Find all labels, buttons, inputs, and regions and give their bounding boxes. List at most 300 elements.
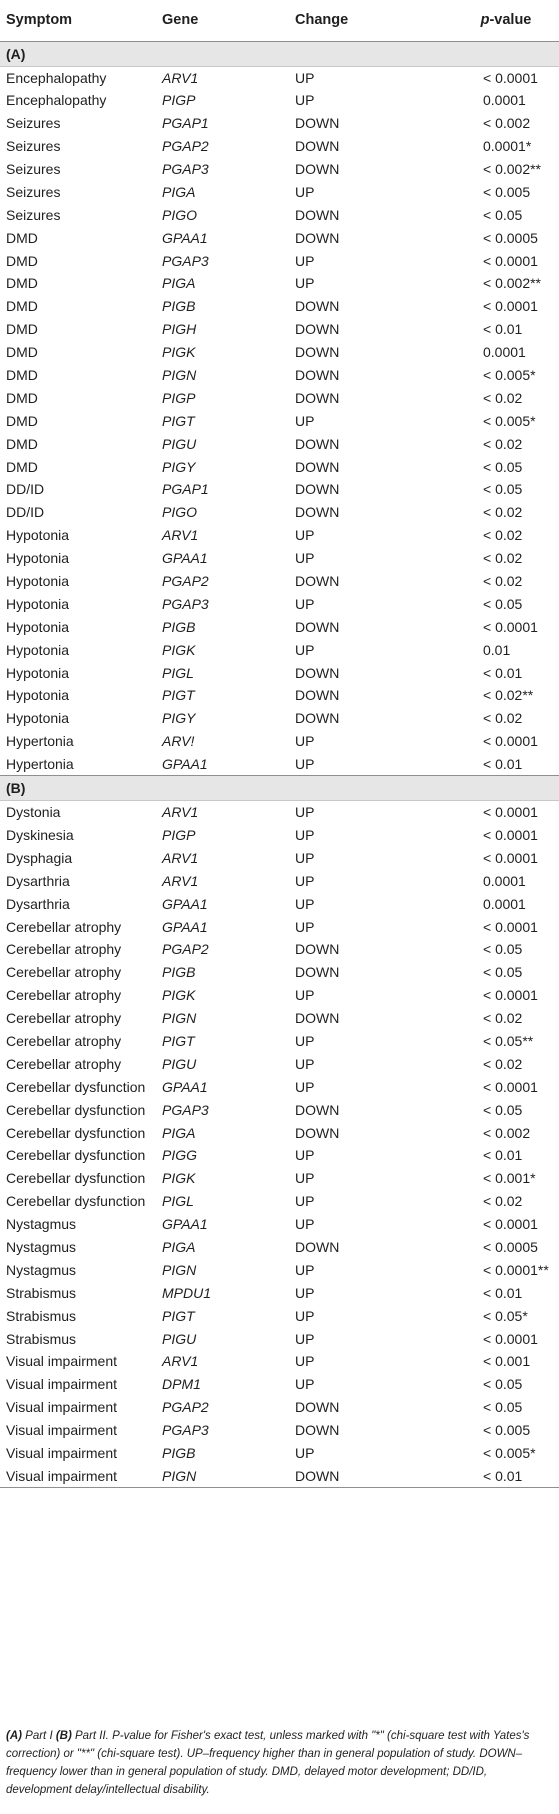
cell-pvalue: < 0.02 (483, 435, 523, 452)
cell-pvalue: < 0.001 (483, 1353, 531, 1370)
cell-symptom: Nystagmus (6, 1261, 77, 1278)
cell-pvalue: < 0.0001 (483, 252, 538, 269)
cell-gene: GPAA1 (162, 895, 208, 912)
cell-change: DOWN (295, 298, 340, 315)
cell-pvalue: 0.0001 (483, 872, 526, 889)
table-row (0, 753, 559, 776)
cell-symptom: Visual impairment (6, 1353, 118, 1370)
cell-change: UP (295, 804, 315, 821)
cell-symptom: DMD (6, 252, 38, 269)
cell-pvalue: < 0.0001** (483, 1261, 549, 1278)
cell-gene: ARV1 (162, 1353, 199, 1370)
cell-pvalue: 0.0001 (483, 344, 526, 361)
table-row (0, 1350, 559, 1373)
cell-change: UP (295, 1376, 315, 1393)
table-row (0, 615, 559, 638)
header-pvalue-rest: -value (489, 12, 532, 29)
table-row (0, 1327, 559, 1350)
cell-change: DOWN (295, 1101, 340, 1118)
table-row (0, 846, 559, 869)
cell-gene: PIGU (162, 435, 197, 452)
cell-pvalue: < 0.05 (483, 595, 523, 612)
table-row (0, 249, 559, 272)
cell-change: UP (295, 826, 315, 843)
cell-gene: GPAA1 (162, 550, 208, 567)
cell-change: DOWN (295, 664, 340, 681)
table-row (0, 1007, 559, 1030)
cell-change: UP (295, 1353, 315, 1370)
cell-symptom: Seizures (6, 183, 61, 200)
cell-symptom: Seizures (6, 138, 61, 155)
cell-change: DOWN (295, 321, 340, 338)
cell-change: DOWN (295, 435, 340, 452)
cell-gene: GPAA1 (162, 1078, 208, 1095)
cell-gene: PIGO (162, 206, 198, 223)
header-change: Change (295, 0, 453, 41)
cell-change: DOWN (295, 941, 340, 958)
cell-pvalue: < 0.0005 (483, 229, 538, 246)
cell-gene: PIGL (162, 664, 194, 681)
cell-change: UP (295, 895, 315, 912)
cell-symptom: Hypotonia (6, 641, 70, 658)
cell-pvalue: < 0.02 (483, 389, 523, 406)
cell-gene: PIGT (162, 687, 195, 704)
table-row (0, 1098, 559, 1121)
cell-symptom: Cerebellar dysfunction (6, 1078, 146, 1095)
cell-change: UP (295, 1307, 315, 1324)
cell-change: DOWN (295, 344, 340, 361)
table-row (0, 892, 559, 915)
section-label: (B) (0, 776, 559, 801)
cell-gene: PIGN (162, 1010, 197, 1027)
cell-pvalue: < 0.02 (483, 504, 523, 521)
table-row (0, 661, 559, 684)
section-header-row (0, 776, 559, 801)
table-row (0, 1030, 559, 1053)
table-row (0, 1121, 559, 1144)
cell-pvalue: < 0.005* (483, 1444, 536, 1461)
cell-change: DOWN (295, 138, 340, 155)
cell-pvalue: < 0.05 (483, 1101, 523, 1118)
cell-pvalue: < 0.05 (483, 941, 523, 958)
cell-gene: PIGA (162, 1238, 196, 1255)
cell-symptom: DMD (6, 367, 38, 384)
cell-change: UP (295, 753, 453, 776)
cell-symptom: Visual impairment (6, 1376, 118, 1393)
cell-symptom: Hypotonia (6, 527, 70, 544)
cell-gene: PGAP3 (162, 252, 209, 269)
table-row (0, 1075, 559, 1098)
cell-change: DOWN (295, 1422, 340, 1439)
table-row (0, 1258, 559, 1281)
table-row (0, 295, 559, 318)
cell-change: UP (295, 1261, 315, 1278)
cell-change: DOWN (295, 1464, 453, 1487)
cell-gene: PGAP2 (162, 138, 209, 155)
cell-gene: ARV1 (162, 849, 199, 866)
cell-gene: PGAP3 (162, 161, 209, 177)
cell-pvalue: 0.0001 (483, 895, 526, 912)
cell-symptom: Cerebellar dysfunction (6, 1101, 146, 1118)
cell-change: DOWN (295, 367, 340, 384)
cell-pvalue: < 0.0001 (483, 618, 538, 635)
table-row (0, 1052, 559, 1075)
cell-pvalue: < 0.02 (483, 527, 523, 544)
cell-symptom: Hypotonia (6, 595, 70, 612)
cell-symptom: DMD (6, 458, 38, 475)
cell-change: DOWN (295, 206, 340, 223)
cell-gene: PIGU (162, 1055, 197, 1072)
section-label: (A) (0, 41, 559, 66)
table-row (0, 1167, 559, 1190)
cell-gene: PGAP3 (162, 1101, 209, 1118)
cell-symptom: DMD (6, 344, 38, 361)
cell-symptom: Encephalopathy (6, 69, 107, 86)
cell-pvalue: < 0.01 (483, 1284, 523, 1301)
cell-gene: PIGT (162, 1307, 195, 1324)
cell-symptom: Hypertonia (0, 753, 162, 776)
cell-symptom: Cerebellar atrophy (6, 918, 122, 935)
cell-gene: PGAP2 (162, 1399, 209, 1416)
table-row (0, 524, 559, 547)
cell-change: DOWN (295, 389, 340, 406)
cell-gene: GPAA1 (162, 1216, 208, 1233)
cell-change: UP (295, 1193, 315, 1210)
cell-gene: PIGA (162, 183, 196, 200)
cell-symptom: DD/ID (6, 504, 45, 521)
table-row (0, 547, 559, 570)
cell-change: UP (295, 918, 315, 935)
cell-change: UP (295, 1444, 315, 1461)
cell-gene: PIGP (162, 389, 196, 406)
cell-pvalue: < 0.02** (483, 687, 534, 704)
cell-symptom: Seizures (6, 206, 61, 223)
cell-pvalue: < 0.01 (483, 1147, 523, 1164)
cell-gene: MPDU1 (162, 1284, 212, 1301)
table-row (0, 938, 559, 961)
cell-symptom: DMD (6, 321, 38, 338)
table-row (0, 1213, 559, 1236)
table-row (0, 570, 559, 593)
cell-symptom: Seizures (6, 115, 61, 132)
table-row (0, 1281, 559, 1304)
cell-symptom: Cerebellar atrophy (6, 1010, 122, 1027)
cell-change: UP (295, 1330, 315, 1347)
table-row (0, 135, 559, 158)
cell-gene: PGAP3 (162, 1422, 209, 1439)
cell-gene: PGAP1 (162, 481, 209, 498)
cell-pvalue: < 0.05 (483, 1399, 523, 1416)
table-row (0, 1304, 559, 1327)
cell-symptom: Cerebellar atrophy (6, 987, 122, 1004)
cell-symptom: Cerebellar dysfunction (6, 1147, 146, 1164)
cell-symptom: Hypotonia (6, 618, 70, 635)
cell-symptom: Encephalopathy (6, 92, 107, 109)
cell-pvalue: < 0.0001 (483, 1078, 538, 1095)
table-row (0, 112, 559, 135)
cell-change: DOWN (295, 573, 340, 590)
section-a (0, 41, 559, 776)
cell-change: DOWN (295, 1010, 340, 1027)
cell-pvalue: < 0.0001 (483, 987, 538, 1004)
cell-pvalue: < 0.005 (483, 1422, 531, 1439)
cell-pvalue: < 0.005* (483, 367, 536, 384)
cell-pvalue: < 0.05 (483, 206, 523, 223)
cell-symptom: Cerebellar dysfunction (6, 1170, 146, 1187)
cell-pvalue: < 0.05** (483, 1032, 534, 1049)
cell-change: DOWN (295, 504, 340, 521)
cell-pvalue: 0.0001 (483, 92, 526, 109)
cell-gene: ARV1 (162, 804, 199, 821)
cell-gene: PIGA (162, 275, 196, 292)
cell-change: UP (295, 69, 315, 86)
cell-gene: PIGP (162, 826, 196, 843)
section-header-row (0, 41, 559, 66)
cell-symptom: DD/ID (6, 481, 45, 498)
cell-symptom: DMD (6, 229, 38, 246)
cell-symptom: Seizures (6, 161, 61, 177)
cell-gene: PIGP (162, 92, 196, 109)
table-row (0, 432, 559, 455)
cell-change: UP (295, 595, 315, 612)
header-gene: Gene (162, 0, 295, 41)
table-row (0, 66, 559, 89)
table-row (0, 984, 559, 1007)
cell-gene: PIGK (162, 641, 196, 658)
cell-gene: ARV! (162, 733, 195, 750)
cell-symptom: Visual impairment (0, 1464, 162, 1487)
cell-gene: PGAP3 (162, 595, 209, 612)
cell-gene: PIGB (162, 618, 196, 635)
cell-pvalue: < 0.01 (453, 753, 559, 776)
table-row (0, 707, 559, 730)
cell-pvalue: < 0.0001 (483, 918, 538, 935)
cell-change: UP (295, 849, 315, 866)
table-header (0, 0, 559, 41)
cell-change: DOWN (295, 710, 340, 727)
table-row (0, 801, 559, 824)
table-row (0, 158, 559, 181)
cell-gene: ARV1 (162, 872, 199, 889)
cell-pvalue: < 0.0001 (483, 826, 538, 843)
cell-pvalue: < 0.0001 (483, 849, 538, 866)
cell-change: UP (295, 550, 315, 567)
cell-pvalue: < 0.002** (483, 275, 541, 292)
cell-change: DOWN (295, 229, 340, 246)
cell-change: DOWN (295, 1124, 340, 1141)
cell-gene: GPAA1 (162, 229, 208, 246)
cell-pvalue: < 0.002** (483, 161, 541, 177)
section-b (0, 776, 559, 1488)
cell-pvalue: < 0.02 (483, 1010, 523, 1027)
cell-gene: ARV1 (162, 69, 199, 86)
cell-pvalue: < 0.02 (483, 573, 523, 590)
cell-gene: PIGN (162, 367, 197, 384)
cell-symptom: Cerebellar atrophy (6, 1032, 122, 1049)
cell-symptom: Cerebellar dysfunction (6, 1193, 146, 1210)
cell-symptom: Hypertonia (6, 733, 74, 750)
cell-pvalue: < 0.002 (483, 115, 531, 132)
cell-gene: PIGG (162, 1147, 198, 1164)
table-row (0, 1396, 559, 1419)
table-row (0, 638, 559, 661)
table-row (0, 915, 559, 938)
cell-change: UP (295, 275, 315, 292)
cell-symptom: Visual impairment (6, 1422, 118, 1439)
cell-change: UP (295, 1284, 315, 1301)
cell-symptom: DMD (6, 435, 38, 452)
cell-gene: PIGN (162, 1261, 197, 1278)
cell-symptom: Visual impairment (6, 1444, 118, 1461)
cell-symptom: Cerebellar atrophy (6, 964, 122, 981)
table-row (0, 1190, 559, 1213)
cell-change: UP (295, 527, 315, 544)
table-row (0, 364, 559, 387)
table-row (0, 730, 559, 753)
table-row (0, 478, 559, 501)
table-row (0, 386, 559, 409)
footnote-b-text: Part II. P-value for Fisher's exact test, unless marked with "*" (chi-square test with Yates's correction) or "**" (chi-square test). UP–frequency higher than in general population of study. DOWN–frequency lower than in general population of study. DMD, delayed motor development; DD/ID, development delay/intellectual disability. (6, 1730, 530, 1796)
cell-gene: PIGT (162, 1032, 195, 1049)
cell-gene: PIGY (162, 458, 196, 475)
cell-symptom: Nystagmus (6, 1238, 77, 1255)
cell-gene: PIGN (162, 1464, 295, 1487)
cell-pvalue: < 0.05 (483, 458, 523, 475)
cell-pvalue: < 0.01 (483, 321, 523, 338)
cell-gene: PIGK (162, 1170, 196, 1187)
cell-gene: PIGB (162, 298, 196, 315)
cell-pvalue: 0.0001* (483, 138, 532, 155)
cell-pvalue: < 0.0001 (483, 733, 538, 750)
cell-gene: PIGK (162, 344, 196, 361)
cell-pvalue: < 0.0005 (483, 1238, 538, 1255)
cell-gene: PGAP2 (162, 573, 209, 590)
cell-pvalue: < 0.01 (483, 664, 523, 681)
cell-symptom: Cerebellar atrophy (6, 941, 122, 958)
cell-gene: PIGT (162, 412, 195, 429)
table-row (0, 824, 559, 847)
header-pvalue (453, 0, 559, 41)
cell-change: UP (295, 1216, 315, 1233)
table-row (0, 869, 559, 892)
cell-change: UP (295, 1055, 315, 1072)
cell-gene: PIGU (162, 1330, 197, 1347)
cell-pvalue: < 0.05* (483, 1307, 528, 1324)
cell-symptom: Dysarthria (6, 872, 70, 889)
table-row (0, 592, 559, 615)
cell-change: DOWN (295, 618, 340, 635)
table-row (0, 89, 559, 112)
cell-pvalue: < 0.01 (453, 1464, 559, 1487)
cell-symptom: Strabismus (6, 1307, 77, 1324)
table-row (0, 961, 559, 984)
cell-symptom: Dyskinesia (6, 826, 74, 843)
cell-symptom: Hypotonia (6, 573, 70, 590)
cell-symptom: Dystonia (6, 804, 61, 821)
cell-change: DOWN (295, 458, 340, 475)
table-row (0, 409, 559, 432)
cell-gene: GPAA1 (162, 753, 295, 776)
cell-symptom: Visual impairment (6, 1399, 118, 1416)
cell-change: UP (295, 1170, 315, 1187)
cell-change: UP (295, 733, 315, 750)
cell-change: DOWN (295, 1238, 340, 1255)
cell-pvalue: < 0.0001 (483, 1330, 538, 1347)
cell-pvalue: < 0.02 (483, 550, 523, 567)
cell-symptom: Strabismus (6, 1330, 77, 1347)
table-row (0, 684, 559, 707)
cell-gene: PIGB (162, 964, 196, 981)
cell-pvalue: < 0.05 (483, 964, 523, 981)
cell-pvalue: < 0.002 (483, 1124, 531, 1141)
cell-change: UP (295, 872, 315, 889)
cell-change: DOWN (295, 1399, 340, 1416)
cell-change: UP (295, 412, 315, 429)
cell-gene: PIGB (162, 1444, 196, 1461)
cell-symptom: Hypotonia (6, 550, 70, 567)
cell-gene: PIGA (162, 1124, 196, 1141)
cell-pvalue: < 0.0001 (483, 69, 538, 86)
cell-change: DOWN (295, 481, 340, 498)
cell-symptom: Hypotonia (6, 687, 70, 704)
table-row (0, 226, 559, 249)
table-row (0, 455, 559, 478)
cell-gene: PIGO (162, 504, 198, 521)
cell-change: UP (295, 1078, 315, 1095)
table-row (0, 1442, 559, 1465)
cell-change: DOWN (295, 964, 340, 981)
table-row (0, 341, 559, 364)
table-row (0, 1144, 559, 1167)
cell-gene: ARV1 (162, 527, 199, 544)
cell-pvalue: < 0.02 (483, 1055, 523, 1072)
cell-symptom: Hypotonia (6, 710, 70, 727)
table-footnote (6, 1727, 554, 1799)
cell-change: DOWN (295, 115, 340, 132)
table-row (0, 1464, 559, 1487)
table-row (0, 272, 559, 295)
cell-pvalue: < 0.0001 (483, 298, 538, 315)
cell-symptom: DMD (6, 389, 38, 406)
cell-gene: PIGY (162, 710, 196, 727)
footnote-a-label: (A) (6, 1730, 22, 1742)
cell-pvalue: < 0.001* (483, 1170, 536, 1187)
cell-symptom: Cerebellar dysfunction (6, 1124, 146, 1141)
cell-symptom: Strabismus (6, 1284, 77, 1301)
cell-symptom: Dysarthria (6, 895, 70, 912)
cell-change: UP (295, 641, 315, 658)
cell-pvalue: < 0.02 (483, 710, 523, 727)
cell-symptom: DMD (6, 298, 38, 315)
cell-gene: GPAA1 (162, 918, 208, 935)
footnote-b-label: (B) (55, 1730, 72, 1742)
cell-symptom: Hypotonia (6, 664, 70, 681)
cell-pvalue: < 0.05 (483, 481, 523, 498)
cell-symptom: Nystagmus (6, 1216, 77, 1233)
cell-symptom: Dysphagia (6, 849, 73, 866)
cell-change: UP (295, 1032, 315, 1049)
table-row (0, 318, 559, 341)
table-row (0, 1373, 559, 1396)
cell-pvalue: < 0.005 (483, 183, 531, 200)
table-row (0, 203, 559, 226)
table-row (0, 180, 559, 203)
table-row (0, 501, 559, 524)
cell-gene: DPM1 (162, 1376, 201, 1393)
cell-pvalue: < 0.05 (483, 1376, 523, 1393)
cell-symptom: DMD (6, 412, 38, 429)
cell-change: UP (295, 92, 315, 109)
